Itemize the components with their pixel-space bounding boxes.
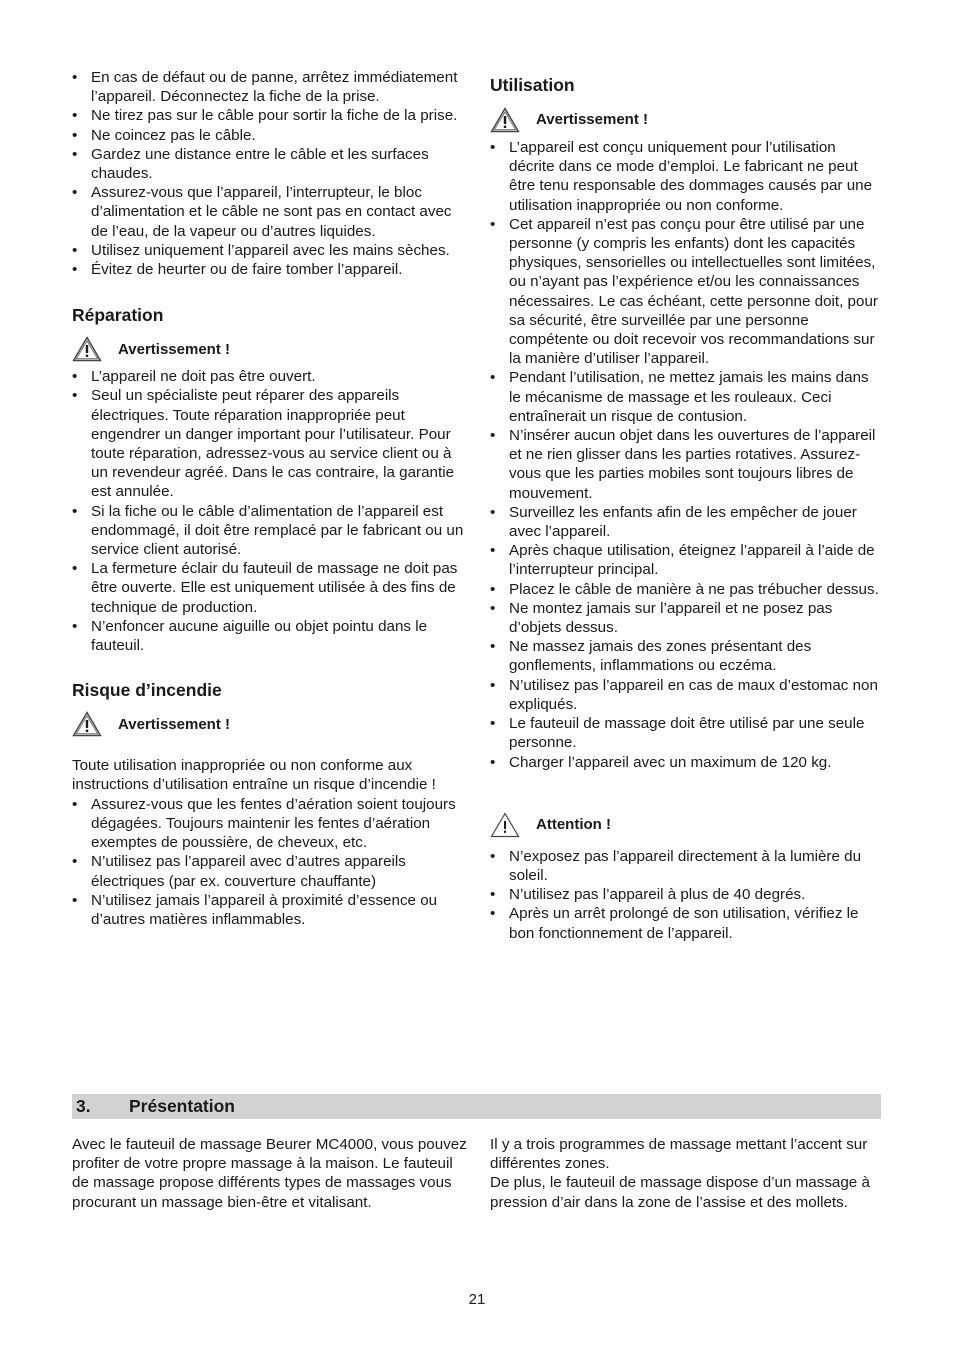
- warning-label: Avertissement !: [118, 340, 230, 358]
- attention-notice: [490, 812, 882, 838]
- section-heading-bar: [72, 1094, 881, 1119]
- incendie-heading: Risque d’incendie: [72, 680, 222, 701]
- warning-triangle-icon: [72, 336, 102, 362]
- list-item: • Utilisez uniquement l’appareil avec les mains sèches.: [72, 241, 467, 260]
- reparation-bullet-list: [72, 367, 467, 655]
- incendie-paragraph: Toute utilisation inappropriée ou non conforme aux instructions d’utilisation entraîne un risque d’incendie !: [72, 757, 436, 794]
- list-item: • N’utilisez jamais l’appareil à proximité d’essence ou d’autres matières inflammables.: [72, 891, 467, 929]
- reparation-warning: [72, 336, 467, 362]
- attention-label: Attention !: [536, 816, 611, 834]
- presentation-left-text: [72, 1135, 467, 1212]
- list-item: • Seul un spécialiste peut réparer des appareils électriques. Toute réparation inappropriée peut engendrer un danger important pour l’utilisateur. Pour toute réparation, adressez-vous au service client ou à un revendeur agréé. Dans le cas contraire, la garantie est annulée.: [72, 386, 467, 501]
- incendie-warning: [72, 711, 467, 737]
- list-item: • Après un arrêt prolongé de son utilisation, vérifiez le bon fonctionnement de l’appareil.: [490, 904, 882, 942]
- presentation-right-text: [490, 1135, 882, 1212]
- list-item: • N’utilisez pas l’appareil à plus de 40 degrés.: [490, 885, 882, 904]
- warning-label: Avertissement !: [536, 111, 648, 129]
- attention-bullet-list: [490, 847, 882, 943]
- list-item: • Après chaque utilisation, éteignez l’appareil à l’aide de l’interrupteur principal.: [490, 541, 882, 579]
- utilisation-warning: [490, 107, 882, 133]
- utilisation-heading: Utilisation: [490, 75, 575, 95]
- list-item: • Pendant l’utilisation, ne mettez jamais les mains dans le mécanisme de massage et les rouleaux. Ceci entraînerait un risque de contusion.: [490, 368, 882, 426]
- left-column: [72, 68, 467, 929]
- list-item: • N’insérer aucun objet dans les ouvertures de l’appareil et ne rien glisser dans les parties rotatives. Assurez-vous que les parties mobiles sont toujours libres de mouvement.: [490, 426, 882, 503]
- list-item: • Ne massez jamais des zones présentant des gonflements, inflammations ou eczéma.: [490, 637, 882, 675]
- list-item: • Ne coincez pas le câble.: [72, 126, 467, 145]
- list-item: • L’appareil est conçu uniquement pour l’utilisation décrite dans ce mode d’emploi. Le fabricant ne peut être tenu responsable des dommages causés par une utilisation inappropriée ou non conforme.: [490, 138, 882, 215]
- list-item: • Cet appareil n’est pas conçu pour être utilisé par une personne (y compris les enfants) dont les capacités physiques, sensorielles ou intellectuelles sont limitées, ou n’ayant pas l’expérience et/ou les connaissances nécessaires. Le cas échéant, cette personne doit, pour sa sécurité, être surveillée par une personne compétente ou doit recevoir vos recommandations sur la manière d’utiliser l’appareil.: [490, 215, 882, 369]
- warning-triangle-icon: [72, 711, 102, 737]
- attention-triangle-icon: [490, 812, 520, 838]
- list-item: • N’enfoncer aucune aiguille ou objet pointu dans le fauteuil.: [72, 617, 467, 655]
- section-title: Présentation: [129, 1095, 235, 1116]
- list-item: • En cas de défaut ou de panne, arrêtez immédiatement l’appareil. Déconnectez la fiche de la prise.: [72, 68, 467, 106]
- list-item: • Assurez-vous que les fentes d’aération soient toujours dégagées. Toujours maintenir les fentes d’aération exemptes de poussière, de cheveux, etc.: [72, 795, 467, 853]
- presentation-paragraph: Il y a trois programmes de massage mettant l’accent sur différentes zones.: [490, 1136, 868, 1173]
- list-item: • N’utilisez pas l’appareil avec d’autres appareils électriques (par ex. couverture chauffante): [72, 852, 467, 890]
- incendie-bullet-list: [72, 795, 467, 929]
- list-item: • N’utilisez pas l’appareil en cas de maux d’estomac non expliqués.: [490, 676, 882, 714]
- list-item: • Charger l’appareil avec un maximum de 120 kg.: [490, 753, 882, 772]
- warning-label: Avertissement !: [118, 715, 230, 733]
- list-item: • Ne tirez pas sur le câble pour sortir la fiche de la prise.: [72, 106, 467, 125]
- list-item: • Gardez une distance entre le câble et les surfaces chaudes.: [72, 145, 467, 183]
- list-item: • Évitez de heurter ou de faire tomber l’appareil.: [72, 260, 467, 279]
- list-item: • Assurez-vous que l’appareil, l’interrupteur, le bloc d’alimentation et le câble ne sont pas en contact avec de l’eau, de la vapeur ou d’autres liquides.: [72, 183, 467, 241]
- reparation-heading: Réparation: [72, 305, 164, 326]
- list-item: • Ne montez jamais sur l’appareil et ne posez pas d’objets dessus.: [490, 599, 882, 637]
- intro-bullet-list: [72, 68, 467, 279]
- section-number: 3.: [76, 1095, 91, 1116]
- presentation-paragraph: Avec le fauteuil de massage Beurer MC4000, vous pouvez profiter de votre propre massage à la maison. Le fauteuil de massage propose différents types de massages vous procurant un massage bien-être et vitalisant.: [72, 1136, 467, 1211]
- list-item: • Si la fiche ou le câble d’alimentation de l’appareil est endommagé, il doit être remplacé par le fabricant ou un service client autorisé.: [72, 502, 467, 560]
- list-item: • L’appareil ne doit pas être ouvert.: [72, 367, 467, 386]
- right-column: [490, 74, 882, 943]
- list-item: • Placez le câble de manière à ne pas trébucher dessus.: [490, 580, 882, 599]
- utilisation-bullet-list: [490, 138, 882, 772]
- page-number: 21: [468, 1291, 486, 1308]
- list-item: • Surveillez les enfants afin de les empêcher de jouer avec l’appareil.: [490, 503, 882, 541]
- list-item: • N’exposez pas l’appareil directement à la lumière du soleil.: [490, 847, 882, 885]
- warning-triangle-icon: [490, 107, 520, 133]
- list-item: • La fermeture éclair du fauteuil de massage ne doit pas être ouverte. Elle est uniquement utilisée à des fins de technique de production.: [72, 559, 467, 617]
- presentation-paragraph: De plus, le fauteuil de massage dispose d’un massage à pression d’air dans la zone de l’assise et des mollets.: [490, 1174, 870, 1211]
- list-item: • Le fauteuil de massage doit être utilisé par une seule personne.: [490, 714, 882, 752]
